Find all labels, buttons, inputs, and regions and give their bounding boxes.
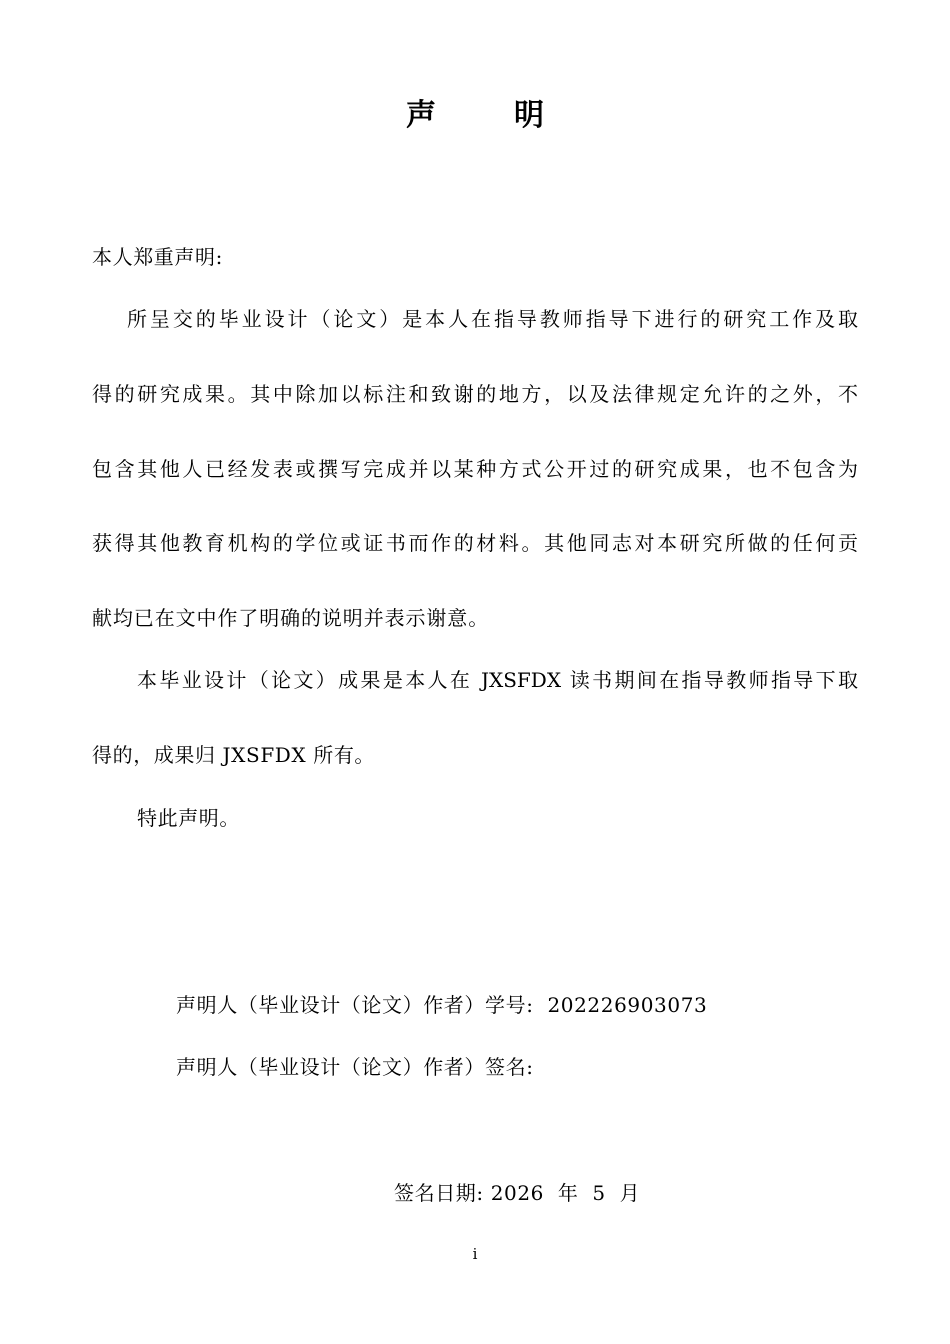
title-char-2: 明	[514, 98, 544, 133]
page-number: i	[472, 1245, 478, 1263]
page-title	[0, 92, 950, 140]
paragraph1-line-5: 献均已在文中作了明确的说明并表示谢意。	[92, 606, 490, 630]
paragraph1-line-4: 获得其他教育机构的学位或证书而作的材料。其他同志对本研究所做的任何贡	[92, 531, 858, 555]
paragraph1-line-2: 得的研究成果。其中除加以标注和致谢的地方，以及法律规定允许的之外，不	[92, 382, 858, 406]
signature-date-line: 签名日期: 2026 年 5 月	[394, 1181, 641, 1205]
title-char-1: 声	[406, 98, 436, 133]
paragraph1-line-1: 所呈交的毕业设计（论文）是本人在指导教师指导下进行的研究工作及取	[127, 307, 858, 331]
intro-line: 本人郑重声明:	[92, 245, 223, 269]
paragraph2-line-2: 得的，成果归 JXSFDX 所有。	[92, 743, 376, 767]
signature-name-line: 声明人（毕业设计（论文）作者）签名:	[176, 1055, 534, 1079]
paragraph2-line-1: 本毕业设计（论文）成果是本人在 JXSFDX 读书期间在指导教师指导下取	[137, 668, 858, 692]
paragraph1-line-3: 包含其他人已经发表或撰写完成并以某种方式公开过的研究成果，也不包含为	[92, 457, 858, 481]
closing-line: 特此声明。	[137, 806, 240, 830]
student-id-line: 声明人（毕业设计（论文）作者）学号: 202226903073	[176, 993, 708, 1017]
